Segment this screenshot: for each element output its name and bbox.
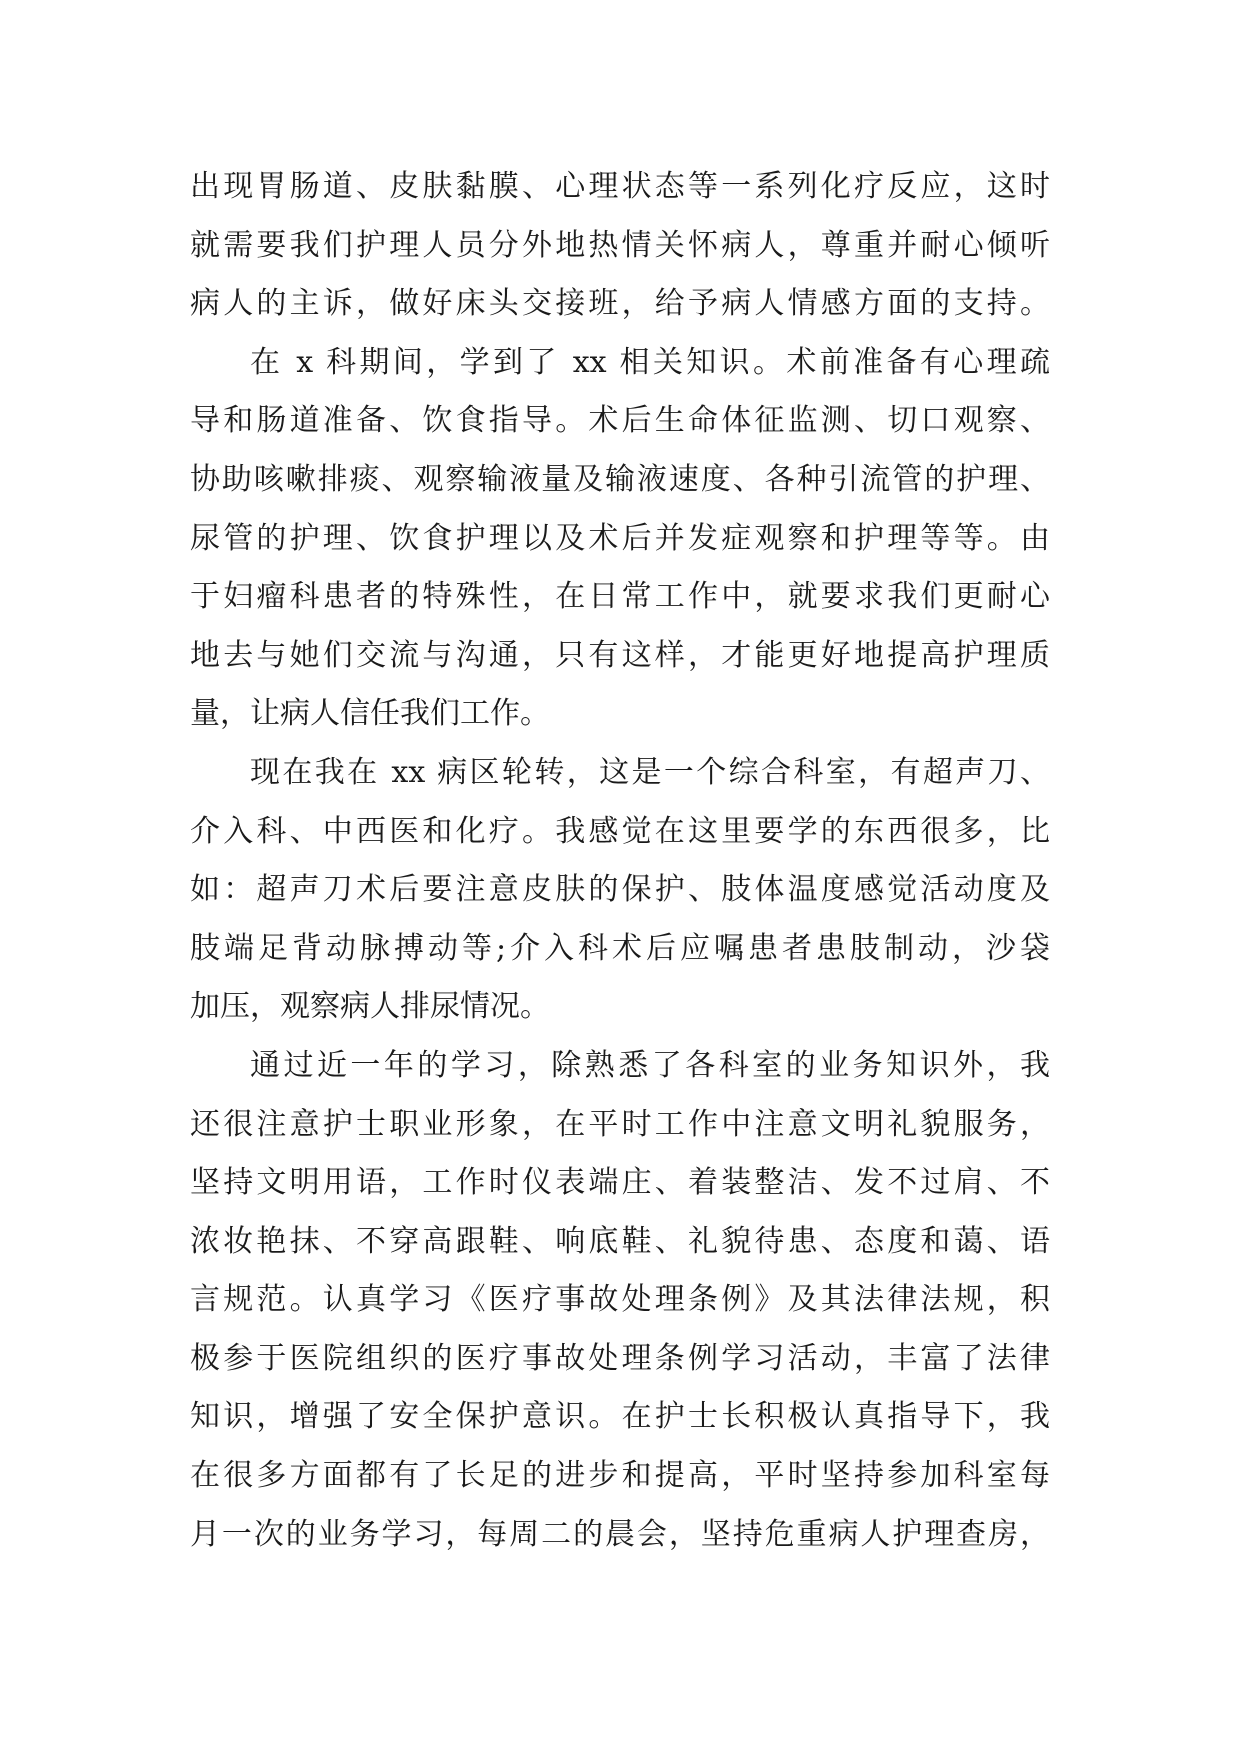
paragraph	[190, 744, 1050, 1037]
text-line: 就需要我们护理人员分外地热情关怀病人，尊重并耐心倾听	[190, 227, 1050, 263]
text-line: 现在我在 xx 病区轮转，这是一个综合科室，有超声刀、	[250, 754, 1050, 790]
text-line: 言规范。认真学习《医疗事故处理条例》及其法律法规，积	[190, 1282, 1050, 1318]
text-line: 于妇瘤科患者的特殊性，在日常工作中，就要求我们更耐心	[190, 579, 1050, 615]
text-line: 知识，增强了安全保护意识。在护士长积极认真指导下，我	[190, 1399, 1050, 1435]
text-line: 月一次的业务学习，每周二的晨会，坚持危重病人护理查房，	[190, 1516, 1050, 1552]
paragraph	[190, 1037, 1050, 1564]
paragraph	[190, 158, 1050, 334]
text-line: 在很多方面都有了长足的进步和提高，平时坚持参加科室每	[190, 1458, 1050, 1494]
text-line: 导和肠道准备、饮食指导。术后生命体征监测、切口观察、	[190, 403, 1050, 439]
text-line: 地去与她们交流与沟通，只有这样，才能更好地提高护理质	[190, 637, 1050, 673]
text-line: 加压，观察病人排尿情况。	[190, 989, 550, 1025]
body-text	[190, 158, 1050, 1564]
text-line: 浓妆艳抹、不穿高跟鞋、响底鞋、礼貌待患、态度和蔼、语	[190, 1223, 1050, 1259]
text-line: 极参于医院组织的医疗事故处理条例学习活动，丰富了法律	[190, 1340, 1050, 1376]
text-line: 协助咳嗽排痰、观察输液量及输液速度、各种引流管的护理、	[190, 461, 1050, 497]
text-line: 通过近一年的学习，除熟悉了各科室的业务知识外，我	[250, 1047, 1050, 1083]
text-line: 在 x 科期间，学到了 xx 相关知识。术前准备有心理疏	[250, 344, 1050, 380]
text-line: 量，让病人信任我们工作。	[190, 696, 550, 732]
text-line: 病人的主诉，做好床头交接班，给予病人情感方面的支持。	[190, 286, 1050, 322]
paragraph	[190, 334, 1050, 744]
text-line: 肢端足背动脉搏动等;介入科术后应嘱患者患肢制动，沙袋	[190, 930, 1050, 966]
text-line: 坚持文明用语，工作时仪表端庄、着装整洁、发不过肩、不	[190, 1165, 1050, 1201]
text-line: 出现胃肠道、皮肤黏膜、心理状态等一系列化疗反应，这时	[190, 169, 1050, 204]
text-line: 还很注意护士职业形象，在平时工作中注意文明礼貌服务，	[190, 1106, 1050, 1142]
text-line: 如：超声刀术后要注意皮肤的保护、肢体温度感觉活动度及	[190, 872, 1050, 908]
text-line: 尿管的护理、饮食护理以及术后并发症观察和护理等等。由	[190, 520, 1050, 556]
text-line: 介入科、中西医和化疗。我感觉在这里要学的东西很多，比	[190, 813, 1050, 849]
